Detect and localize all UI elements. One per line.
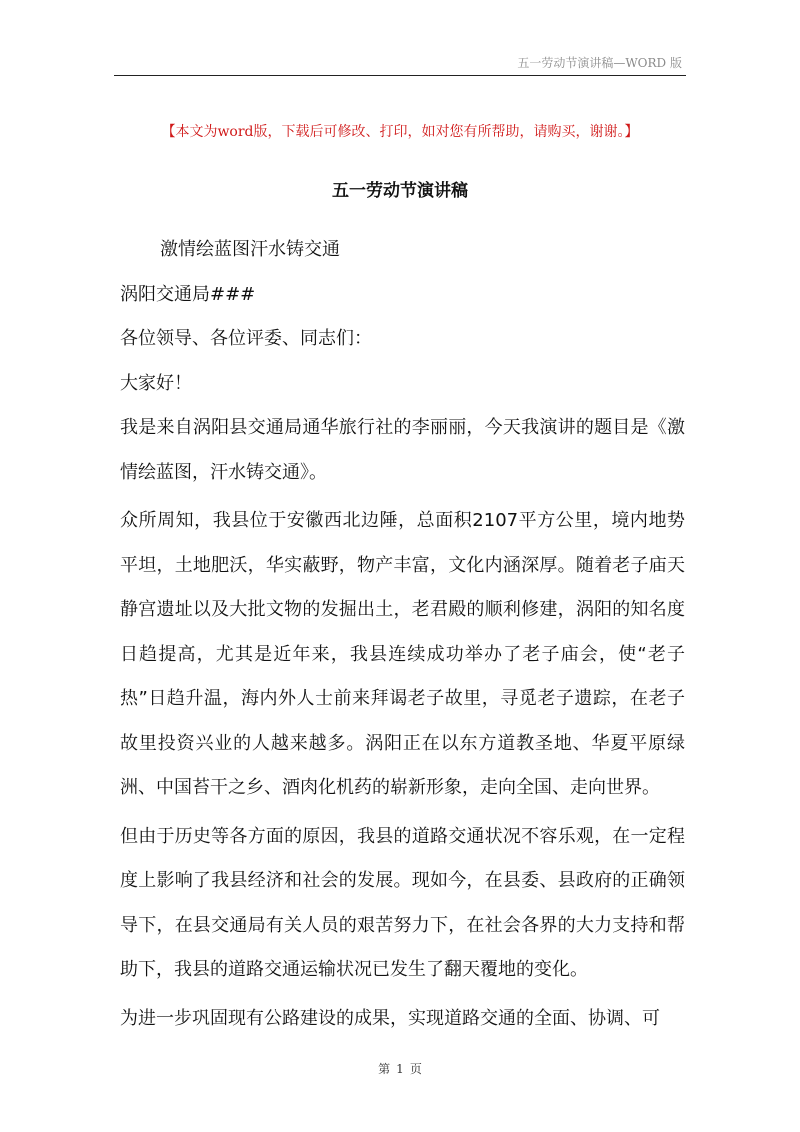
page-suffix: 页 [409, 1062, 422, 1076]
header-divider [114, 75, 686, 76]
greeting: 大家好！ [120, 372, 192, 394]
body-paragraph: 但由于历史等各方面的原因，我县的道路交通状况不容乐观，在一定程度上影响了我县经济和社会的发展。现如今，在县委、县政府的正确领导下，在县交通局有关人员的艰苦努力下，在社会各界的大力支持和帮助下，我县的道路交通运输状况已发生了翻天覆地的变化。 [120, 825, 685, 980]
download-notice: 【本文为word版，下载后可修改、打印，如对您有所帮助，请购买，谢谢。】 [161, 124, 639, 140]
speech-subtitle: 激情绘蓝图汗水铸交通 [160, 239, 340, 260]
running-header: 五一劳动节演讲稿—WORD 版 [517, 56, 682, 70]
body-paragraph: 我是来自涡阳县交通局通华旅行社的李丽丽，今天我演讲的题目是《激情绘蓝图，汗水铸交通》。 [120, 417, 685, 483]
body-paragraph: 为进一步巩固现有公路建设的成果，实现道路交通的全面、协调、可 [120, 1007, 660, 1029]
body-paragraph: 众所周知，我县位于安徽西北边陲，总面积2107平方公里，境内地势平坦，土地肥沃，华实蔽野，物产丰富，文化内涵深厚。随着老子庙天静宫遗址以及大批文物的发掘出土，老君殿的顺利修建，涡阳的知名度日趋提高，尤其是近年来，我县连续成功举办了老子庙会，使“老子热”日趋升温，海内外人士前来拜谒老子故里，寻觅老子遗踪，在老子故里投资兴业的人越来越多。涡阳正在以东方道教圣地、华夏平原绿洲、中国苔干之乡、酒肉化机药的崭新形象，走向全国、走向世界。 [120, 510, 685, 798]
page-number-value: 1 [396, 1062, 404, 1076]
speaker-affiliation: 涡阳交通局### [120, 283, 256, 305]
document-body [120, 228, 685, 1041]
document-title: 五一劳动节演讲稿 [332, 181, 468, 201]
page-number [0, 1060, 800, 1077]
salutation: 各位领导、各位评委、同志们： [120, 328, 372, 349]
page-prefix: 第 [378, 1062, 391, 1076]
